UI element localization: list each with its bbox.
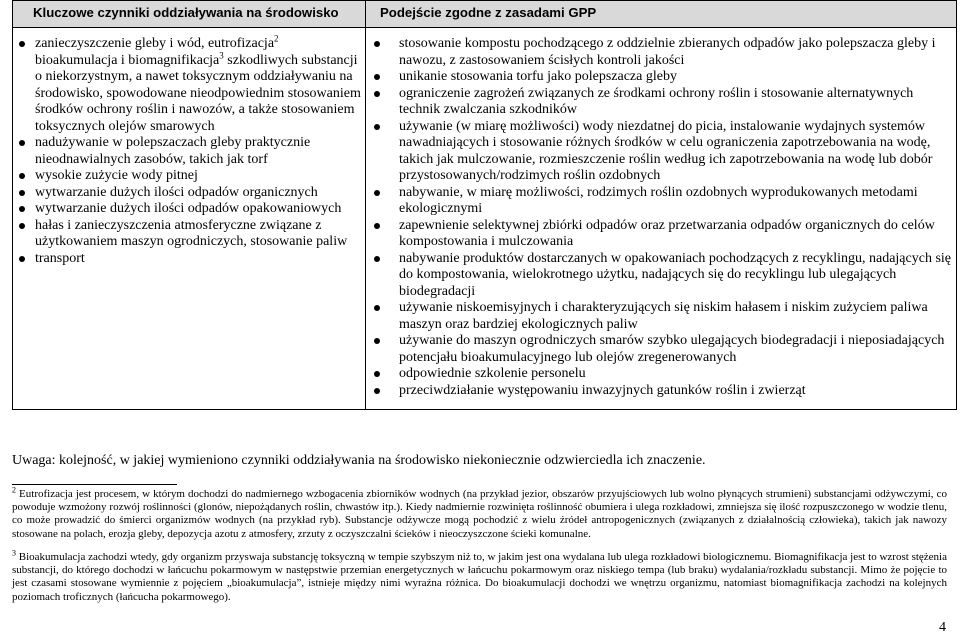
gpp-item-text: nabywanie, w miarę możliwości, rodzimych roślin ozdobnych wyprodukowanych metodami ekologicznymi xyxy=(399,184,918,216)
bullet-icon xyxy=(374,91,380,97)
footnote-separator xyxy=(12,484,177,485)
gpp-list xyxy=(366,36,952,399)
bullet-icon xyxy=(374,124,380,130)
gpp-item-text: ograniczenie zagrożeń związanych ze środkami ochrony roślin i stosowanie alternatywnych technik zwalczania szkodników xyxy=(399,85,914,117)
impact-item xyxy=(13,201,361,218)
impact-item xyxy=(13,218,361,251)
bullet-icon xyxy=(374,223,380,229)
column-header-gpp: Podejście zgodne z zasadami GPP xyxy=(366,1,957,28)
footnote-ref: 3 xyxy=(219,49,224,60)
gpp-item xyxy=(366,251,952,301)
bullet-icon xyxy=(374,338,380,344)
table-row xyxy=(13,28,957,410)
impact-item-text: wytwarzanie dużych ilości odpadów organicznych xyxy=(35,184,318,200)
gpp-item-text: zapewnienie selektywnej zbiórki odpadów oraz przetwarzania odpadów organicznych do celów kompostowania i mulczowania xyxy=(399,217,935,249)
impact-item-text: szkodliwych substancji o niekorzystnym, a nawet toksycznym oddziaływaniu na środowisko, spowodowane nieodpowiednim stosowaniem środków ochrony roślin i nawozów, a także stosowaniem toksycznych olejów smarowych xyxy=(35,52,361,134)
impact-item-text: bioakumulacja i biomagnifikacja xyxy=(35,52,220,68)
bullet-icon xyxy=(19,223,25,229)
bullet-icon xyxy=(374,41,380,47)
column-header-impacts: Kluczowe czynniki oddziaływania na środowisko xyxy=(13,1,366,28)
gpp-item xyxy=(366,185,952,218)
impact-item-text: zanieczyszczenie gleby i wód, eutrofizacja xyxy=(35,36,275,51)
impact-item xyxy=(13,185,361,202)
gpp-item xyxy=(366,300,952,333)
bullet-icon xyxy=(374,388,380,394)
order-note: Uwaga: kolejność, w jakiej wymieniono czynniki oddziaływania na środowisko niekoniecznie odzwierciedla ich znaczenie. xyxy=(12,453,706,468)
footnote-2-text: Eutrofizacja jest procesem, w którym dochodzi do nadmiernego wzbogacenia zbiorników wodnych (na przykład jezior, obszarów przyujściowych lub wolno płynących strumieni) substancjami odżywczymi, co powoduje wzmożony rozwój roślinności (glonów, niepożądanych roślin, chwastów itp.). Kiedy nadmiernie rozwinięta roślinność obumiera i ulega rozkładowi, zmniejsza się ilość rozpuszczonego w wodzie tlenu, co może prowadzić do śmierci organizmów wodnych (na przykład ryb). Substancje odżywcze mogą pochodzić z wielu źródeł antropogenicznych (związanych z działalnością człowieka), takich jak nawozy stosowane na polach, erozja gleby, depozycja azotu z atmosfery, zrzuty z oczyszczalni ścieków i nieoczyszczone ścieki komunalne. xyxy=(12,488,947,540)
gpp-item-text: przeciwdziałanie występowaniu inwazyjnych gatunków roślin i zwierząt xyxy=(399,382,806,398)
impact-item-text: hałas i zanieczyszczenia atmosferyczne związane z użytkowaniem maszyn ogrodniczych, stosowanie paliw xyxy=(35,217,348,249)
bullet-icon xyxy=(374,371,380,377)
impacts-cell xyxy=(13,28,366,410)
bullet-icon xyxy=(19,256,25,262)
gpp-item-text: używanie niskoemisyjnych i charakteryzujących się niskim hałasem i niskim zużyciem paliwa maszyn oraz bardziej ekologicznych paliw xyxy=(399,300,928,332)
footnote-3 xyxy=(12,548,947,604)
impact-item xyxy=(13,33,361,135)
table-header-row xyxy=(13,1,957,28)
impacts-list xyxy=(13,33,361,267)
footnote-ref: 2 xyxy=(274,33,279,44)
bullet-icon xyxy=(19,173,25,179)
gpp-item xyxy=(366,333,952,366)
gpp-cell xyxy=(366,28,957,410)
bullet-icon xyxy=(374,74,380,80)
gpp-item xyxy=(366,86,952,119)
footnote-3-number: 3 xyxy=(12,548,16,558)
bullet-icon xyxy=(19,140,25,146)
bullet-icon xyxy=(19,41,25,47)
impact-item-text: nadużywanie w polepszaczach gleby praktycznie nieodnawialnych zasobów, takich jak torf xyxy=(35,135,311,167)
gpp-item xyxy=(366,119,952,185)
impact-item xyxy=(13,251,361,268)
gpp-item xyxy=(366,69,952,86)
impact-item xyxy=(13,168,361,185)
footnote-2 xyxy=(12,485,947,541)
page-number: 4 xyxy=(939,620,946,635)
gpp-item xyxy=(366,366,952,383)
footnote-3-text: Bioakumulacja zachodzi wtedy, gdy organizm przyswaja substancję toksyczną w tempie szybszym niż to, w jakim jest ona wydalana lub ulega rozkładowi biologicznemu. Biomagnifikacja jest to wzrost stężenia substancji, do którego dochodzi w łańcuchu pokarmowym w następstwie przemian energetycznych w łańcuchu pokarmowym oraz niskiego tempa (lub braku) wydalania/rozkładu substancji. Mimo że pojęcie to jest czasami stosowane wymiennie z pojęciem „bioakumulacja”, istnieje między nimi wyraźna różnica. Do bioakumulacji dochodzi we wnętrzu organizmu, natomiast biomagnifikacja zachodzi na kolejnych poziomach troficznych (łańcucha pokarmowego). xyxy=(12,551,947,603)
bullet-icon xyxy=(19,206,25,212)
gpp-item-text: stosowanie kompostu pochodzącego z oddzielnie zbieranych odpadów jako polepszacza gleby i nawozu, z zastosowaniem ścisłych kontroli jakości xyxy=(399,36,936,68)
bullet-icon xyxy=(19,190,25,196)
impact-item-text: wysokie zużycie wody pitnej xyxy=(35,168,198,183)
impact-item xyxy=(13,135,361,168)
gpp-item xyxy=(366,383,952,400)
gpp-table xyxy=(12,0,957,410)
impact-item-text: transport xyxy=(35,250,85,266)
gpp-item-text: używanie (w miarę możliwości) wody niezdatnej do picia, instalowanie wydajnych systemów nawadniających i stosowanie różnych środków w celu ograniczenia zapotrzebowania na wodę, takich jak mulczowanie, rozmieszczenie roślin według ich zapotrzebowania na wodę lub dobór przystosowanych/rodzimych roślin ozdobnych xyxy=(399,118,933,183)
gpp-item-text: nabywanie produktów dostarczanych w opakowaniach pochodzących z recyklingu, nadających się do kompostowania, wielokrotnego użytku, nadających się do recyklingu lub ulegających biodegradacji xyxy=(399,250,952,299)
gpp-item xyxy=(366,218,952,251)
gpp-item-text: odpowiednie szkolenie personelu xyxy=(399,366,586,381)
gpp-item-text: używanie do maszyn ogrodniczych smarów szybko ulegających biodegradacji i nieposiadających potencjału bioakumulacyjnego lub olejów zregenerowanych xyxy=(399,333,945,365)
bullet-icon xyxy=(374,190,380,196)
impact-item-text: wytwarzanie dużych ilości odpadów opakowaniowych xyxy=(35,201,342,216)
footnote-2-number: 2 xyxy=(12,485,16,495)
bullet-icon xyxy=(374,305,380,311)
bullet-icon xyxy=(374,256,380,262)
gpp-item-text: unikanie stosowania torfu jako polepszacza gleby xyxy=(399,69,677,84)
gpp-item xyxy=(366,36,952,69)
